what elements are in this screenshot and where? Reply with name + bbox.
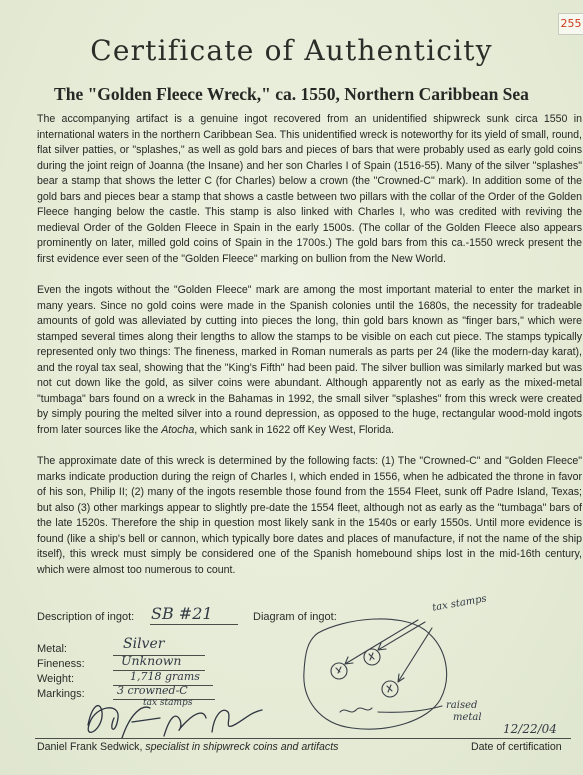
- signer-credit: [37, 741, 338, 753]
- markings-value: 3 crowned-C: [117, 684, 188, 697]
- raised-metal-squiggle: [340, 708, 372, 712]
- arrow-2: [378, 622, 425, 650]
- certificate-title: Certificate of Authenticity: [90, 34, 493, 67]
- diagram-note-raised: raised: [446, 700, 478, 711]
- weight-label: Weight:: [37, 673, 75, 685]
- diagram-note-metal: metal: [453, 712, 482, 723]
- ingot-outline: [304, 619, 447, 729]
- weight-value: 1,718 grams: [130, 670, 200, 683]
- description-label: Description of ingot:: [37, 611, 135, 623]
- stamp-mark-2: [369, 653, 374, 660]
- diagram-label: Diagram of ingot:: [253, 611, 337, 623]
- metal-value: Silver: [123, 636, 165, 652]
- signature-line: [35, 738, 571, 739]
- signer-name: Daniel Frank Sedwick,: [37, 741, 143, 753]
- stamp-mark-1: [336, 667, 341, 673]
- description-value: SB #21: [151, 604, 213, 623]
- markings-label: Markings:: [37, 688, 85, 700]
- markings-value-2: tax stamps: [143, 698, 193, 708]
- paragraph-ingots-tail: , which sank in 1622 off Key West, Florida.: [194, 423, 395, 436]
- metal-label: Metal:: [37, 643, 67, 655]
- certification-date-value: 12/22/04: [503, 722, 557, 736]
- paragraph-dating: The approximate date of this wreck is determined by the following facts: (1) The "Crowned-C" and "Golden Fleece" marks indicate production during the reign of Charles I, which ended in 1556, when he adbicated the throne in favor of his son, Philip II; (2) many of the ingots resemble those found from the 1554 Fleet, sunk off Padre Island, Texas; but also (3) other markings appear to slightly pre-date the 1554 fleet, although not as early as the "tumbaga" bars of the late 1520s. Therefore the ship in question most likely sank in the 1540s or early 1550s. Until more evidence is found (like a ship's bell or cannon, which typically bore dates and places of manufacture, if not the name of the ship itself), this wreck must simply be considered one of the Spanish homebound ships lost in the mid-16th century, which were almost too numerous to count.: [37, 455, 582, 576]
- stamp-mark-3: [387, 685, 392, 692]
- signer-title: specialist in shipwreck coins and artifacts: [145, 741, 339, 753]
- certification-date-label: Date of certification: [471, 741, 562, 753]
- paragraph-history: The accompanying artifact is a genuine ingot recovered from an unidentified shipwreck sunk circa 1550 in international waters in the northern Caribbean Sea. This unidentified wreck is noteworthy for its yield of small, round, flat silver patties, or "splashes," as well as gold bars and pieces of bars that were probably used as early gold coins during the joint reign of Joanna (the Insane) and her son Charles I of Spain (1516-55). Many of the silver "splashes" bear a stamp that shows the letter C (for Charles) below a crown (the "Crowned-C" mark). In addition some of the gold bars and pieces bear a stamp that shows a castle between two pillars with the collar of the Order of the Golden Fleece hanging below the castle. This stamp is also linked with Charles I, who was credited with reviving the medieval Order of the Golden Fleece in Spain in the early 1500s. (The collar of the Golden Fleece also appears prominently on later, milled gold coins of Spain in the 1700s.) The gold bars from this ca.-1550 wreck present the first evidence ever seen of the "Golden Fleece" marking on bullion from the New World.: [37, 113, 582, 265]
- paragraph-ingots-text: Even the ingots without the "Golden Fleece" mark are among the most important material to enter the market in many years. Since no gold coins were made in the Spanish colonies until the 1680s, the necessity for tradeable amounts of gold was alleviated by cutting into pieces the long, thin gold bars known as "finger bars," which were stamped several times along their lengths to allow the stamps to be visible on each cut piece. The stamps typically represented only two things: The fineness, marked in Roman numerals as parts per 24 (like the modern-day karat), and the royal tax seal, showing that the "King's Fifth" had been paid. The silver bullion was similarly marked but was not cut down like the gold, as silver coins were abundant. Although apparently not as early as the mixed-metal "tumbaga" bars found on a wreck in the Bahamas in 1992, the small silver "splashes" from this wreck were created by simply pouring the melted silver into a round depression, as opposed to the huge, rectangular wood-mold ingots from later sources like the: [37, 284, 582, 436]
- fineness-label: Fineness:: [37, 658, 85, 670]
- page-number-tag: 255: [558, 13, 583, 35]
- diagram-note-tax-stamps: tax stamps: [431, 593, 488, 614]
- arrow-3: [398, 628, 432, 682]
- arrow-1: [345, 620, 418, 664]
- atocha-name: Atocha: [161, 423, 195, 436]
- fineness-value: Unknown: [121, 653, 182, 668]
- certificate-subtitle: The "Golden Fleece Wreck," ca. 1550, Northern Caribbean Sea: [54, 84, 529, 104]
- signature-scribble: [88, 706, 262, 738]
